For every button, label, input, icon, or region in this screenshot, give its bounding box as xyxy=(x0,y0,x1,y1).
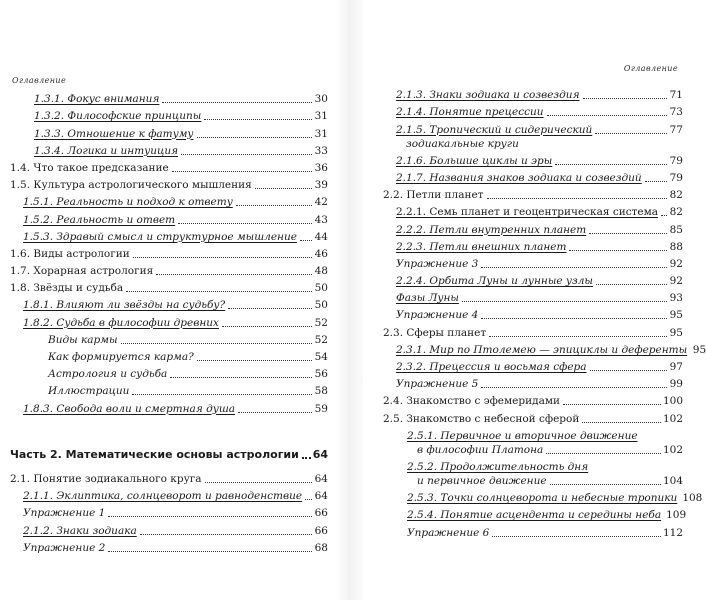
toc-entry xyxy=(383,392,683,409)
toc-entry xyxy=(383,220,683,237)
toc-page-number: 42 xyxy=(314,196,328,209)
toc-entry xyxy=(10,245,328,262)
toc-page-number: 39 xyxy=(314,179,328,192)
toc-page-number: 77 xyxy=(669,123,683,136)
toc-entry-title: 2.1.4. Понятие прецессии xyxy=(396,106,544,119)
toc-page-number: 92 xyxy=(669,257,683,270)
dot-leader xyxy=(462,300,667,302)
toc-entry xyxy=(383,152,683,169)
dot-leader xyxy=(222,325,312,327)
toc-page-number: 66 xyxy=(314,507,328,520)
toc-entry-title: Упражнение 3 xyxy=(396,257,479,270)
toc-entry xyxy=(383,306,683,323)
toc-entry-title: 1.7. Хорарная астрология xyxy=(10,265,154,278)
dot-leader xyxy=(596,283,667,285)
toc-page-number: 52 xyxy=(314,333,328,346)
toc-page-number: 31 xyxy=(314,110,328,123)
toc-entry-title: 2.3.1. Мир по Птолемею — эпициклы и деференты xyxy=(396,343,688,356)
toc-entry-title: 2.2.3. Петли внешних планет xyxy=(396,240,567,253)
toc-entry-title: 1.8.2. Судьба в философии древних xyxy=(23,316,219,329)
toc-entry xyxy=(10,193,328,210)
toc-page-number: 102 xyxy=(662,412,683,425)
toc-entry xyxy=(383,375,683,392)
dot-leader xyxy=(197,136,312,138)
dot-leader xyxy=(583,97,667,99)
toc-entry-title: 1.8. Звёзды и судьба xyxy=(10,282,124,295)
toc-entry xyxy=(383,506,687,523)
toc-entry-title: 1.8.3. Свобода воли и смертная душа xyxy=(23,402,236,415)
dot-leader xyxy=(645,180,667,182)
toc-page-number: 93 xyxy=(669,292,683,305)
dot-leader xyxy=(172,170,312,172)
toc-page-number: 64 xyxy=(312,447,328,461)
toc-entry-title: Как формируется карма? xyxy=(48,351,194,363)
toc-page-number: 50 xyxy=(314,282,328,295)
toc-page-number: 82 xyxy=(669,206,683,219)
toc-page-number: 95 xyxy=(669,326,683,339)
dot-leader xyxy=(205,481,312,483)
toc-entry xyxy=(10,107,328,124)
toc-page-number: 82 xyxy=(669,189,683,202)
toc-entry xyxy=(383,523,683,540)
toc-entry xyxy=(10,382,328,399)
toc-entry-title: 1.3.1. Фокус внимания xyxy=(34,93,160,106)
toc-entry xyxy=(383,120,683,137)
toc-page-number: 73 xyxy=(669,106,683,119)
toc-entry xyxy=(10,296,328,313)
toc-entry xyxy=(383,427,683,444)
toc-page-number: 104 xyxy=(662,474,683,487)
toc-entry-title: 1.3.4. Логика и интуиция xyxy=(34,144,179,157)
toc-entry xyxy=(10,313,328,330)
toc-entry-title: 2.1.2. Знаки зодиака xyxy=(23,524,137,537)
toc-entry-title: 1.5. Культура астрологического мышления xyxy=(10,179,252,192)
dot-leader xyxy=(661,214,667,216)
toc-entry xyxy=(383,489,703,506)
dot-leader xyxy=(555,163,667,165)
toc-entry xyxy=(10,521,328,538)
toc-entry-title: 2.2.4. Орбита Луны и лунные узлы xyxy=(396,275,593,288)
dot-leader xyxy=(238,411,312,413)
toc-page-number: 30 xyxy=(314,93,328,106)
toc-entry-title: Иллюстрации xyxy=(48,385,130,398)
toc-entry-title: Упражнение 4 xyxy=(396,309,479,322)
toc-entry xyxy=(10,399,328,416)
toc-entry-title: 1.5.1. Реальность и подход к ответу xyxy=(23,196,233,209)
toc-entry xyxy=(10,90,328,107)
toc-page-number: 85 xyxy=(669,223,683,236)
dot-leader xyxy=(563,403,661,405)
toc-page-number: 50 xyxy=(314,299,328,312)
toc-page-number: 64 xyxy=(314,490,328,503)
toc-entry-title: Упражнение 5 xyxy=(396,378,479,391)
dot-leader xyxy=(126,290,312,292)
toc-entry-title: 2.4. Знакомство с эфемеридами xyxy=(383,395,561,408)
toc-entry-title: 2.5.3. Точки солнцеворота и небесные тропики xyxy=(407,492,678,505)
dot-leader xyxy=(204,118,312,120)
dot-leader xyxy=(302,456,311,459)
toc-entry xyxy=(10,470,328,487)
toc-page-number: 48 xyxy=(314,265,328,278)
dot-leader xyxy=(236,204,312,206)
dot-leader xyxy=(305,498,312,500)
toc-entry xyxy=(383,289,683,306)
toc-page-number: 52 xyxy=(314,316,328,329)
dot-leader xyxy=(487,197,667,199)
dot-leader xyxy=(133,256,312,258)
toc-page-number: 44 xyxy=(314,230,328,243)
toc-entry xyxy=(10,142,328,159)
toc-entry xyxy=(10,176,328,193)
toc-entry xyxy=(10,124,328,141)
toc-entry-title: 2.1.5. Тропический и сидерический xyxy=(396,123,593,136)
toc-entry-title: Упражнение 1 xyxy=(23,507,106,520)
toc-entry-title: 1.3.2. Философские принципы xyxy=(34,110,202,123)
toc-entry xyxy=(383,272,683,289)
toc-page-number: 36 xyxy=(314,161,328,174)
toc-page-number: 66 xyxy=(314,524,328,537)
dot-leader xyxy=(140,533,312,535)
dot-leader xyxy=(255,187,312,189)
dot-leader xyxy=(162,101,312,103)
toc-entry-title: 2.2. Петли планет xyxy=(383,189,484,202)
toc-entry-title: 2.5. Знакомство с небесной сферой xyxy=(383,412,580,425)
toc-entry-title: в философии Платона xyxy=(417,443,544,456)
toc-entry xyxy=(383,323,683,340)
toc-entry xyxy=(10,159,328,176)
running-head: Оглавление xyxy=(623,64,678,73)
dot-leader xyxy=(181,153,312,155)
dot-leader xyxy=(197,359,312,361)
toc-page-number: 46 xyxy=(314,247,328,260)
dot-leader xyxy=(108,550,312,552)
dot-leader xyxy=(156,273,312,275)
toc-entry-title: Упражнение 2 xyxy=(23,541,106,554)
dot-leader xyxy=(569,249,667,251)
toc-entry-title: 2.3. Сферы планет xyxy=(383,326,487,339)
toc-entry xyxy=(10,262,328,279)
dot-leader xyxy=(300,239,312,241)
toc-entry xyxy=(383,186,683,203)
toc-page-number: 95 xyxy=(692,343,706,356)
toc-page-number: 54 xyxy=(314,351,328,363)
toc-page-number: 97 xyxy=(669,361,683,373)
part-heading-title: Часть 2. Математические основы астрологии xyxy=(10,447,299,461)
toc-entry xyxy=(10,539,328,556)
toc-page-number: 79 xyxy=(669,154,683,167)
dot-leader xyxy=(170,376,312,378)
toc-entry-title: 1.5.3. Здравый смысл и структурное мышление xyxy=(23,230,297,243)
toc-entry-title: 2.3.2. Прецессия и восьмая сфера xyxy=(396,361,587,373)
toc-page-number: 59 xyxy=(314,402,328,415)
toc-entry xyxy=(383,138,683,152)
toc-entry-title: 2.1.3. Знаки зодиака и созвездия xyxy=(396,89,580,102)
toc-entry xyxy=(10,210,328,227)
dot-leader xyxy=(595,132,667,134)
dot-leader xyxy=(481,266,667,268)
toc-entry xyxy=(10,228,328,245)
toc-page-number: 95 xyxy=(669,309,683,322)
toc-page-number: 109 xyxy=(666,509,687,522)
toc-entry xyxy=(383,238,683,255)
dot-leader xyxy=(228,307,312,309)
toc-page-number: 102 xyxy=(662,443,683,456)
toc-list xyxy=(10,90,328,556)
toc-entry xyxy=(10,487,328,504)
dot-leader xyxy=(547,114,667,116)
toc-page-number: 43 xyxy=(314,213,328,226)
toc-entry-title: 2.1.1. Эклиптика, солнцеворот и равноденствие xyxy=(23,490,303,503)
toc-entry xyxy=(383,458,683,475)
toc-entry-title: 2.5.4. Понятие асцендента и середины неба xyxy=(407,509,662,522)
dot-leader xyxy=(492,535,661,537)
dot-leader xyxy=(590,369,667,371)
toc-entry-title: Виды кармы xyxy=(48,333,118,346)
toc-entry-title: 1.4. Что такое предсказание xyxy=(10,161,169,174)
toc-entry-title: 1.5.2. Реальность и ответ xyxy=(23,213,176,226)
toc-entry-title: 2.5.1. Первичное и вторичное движение xyxy=(407,429,638,442)
toc-entry-title: 1.8.1. Влияют ли звёзды на судьбу? xyxy=(23,299,226,312)
toc-entry-title: Фазы Луны xyxy=(396,292,459,305)
toc-entry-title: зодиакальные круги xyxy=(406,137,519,150)
toc-entry-title: Астрология и судьба xyxy=(48,368,168,381)
left-page xyxy=(0,0,337,600)
toc-entry xyxy=(10,504,328,521)
toc-entry xyxy=(10,365,328,382)
toc-page-number: 56 xyxy=(314,368,328,381)
dot-leader xyxy=(481,317,667,319)
toc-page-number: 31 xyxy=(314,127,328,140)
toc-entry xyxy=(383,358,683,375)
toc-entry-title: 2.1. Понятие зодиакального круга xyxy=(10,472,202,485)
dot-leader xyxy=(550,483,661,485)
part-heading xyxy=(10,445,328,462)
toc-entry-title: 2.5.2. Продолжительность дня xyxy=(407,460,589,473)
toc-list xyxy=(383,86,706,541)
toc-entry xyxy=(383,409,683,426)
toc-entry xyxy=(10,348,328,365)
dot-leader xyxy=(481,386,667,388)
dot-leader xyxy=(589,232,667,234)
toc-entry-title: 2.2.1. Семь планет и геоцентрическая система xyxy=(396,206,659,219)
dot-leader xyxy=(489,335,667,337)
toc-page-number: 58 xyxy=(314,385,328,398)
right-page xyxy=(363,0,706,600)
toc-entry xyxy=(10,331,328,348)
toc-entry xyxy=(383,103,683,120)
toc-entry-title: и первичное движение xyxy=(417,474,547,487)
toc-page-number: 108 xyxy=(682,492,703,505)
toc-page-number: 112 xyxy=(662,526,683,539)
toc-page-number: 79 xyxy=(669,171,683,184)
toc-page-number: 99 xyxy=(669,378,683,391)
toc-entry xyxy=(383,444,683,458)
toc-page-number: 68 xyxy=(314,541,328,554)
dot-leader xyxy=(546,452,661,454)
running-head: Оглавление xyxy=(12,76,67,85)
toc-entry xyxy=(383,169,683,186)
toc-entry xyxy=(383,341,706,358)
dot-leader xyxy=(178,222,312,224)
dot-leader xyxy=(108,515,312,517)
toc-page-number: 88 xyxy=(669,240,683,253)
toc-entry xyxy=(383,86,683,103)
toc-entry-title: 2.2.2. Петли внутренних планет xyxy=(396,223,587,236)
toc-page-number: 71 xyxy=(669,89,683,102)
toc-entry-title: 2.1.7. Названия знаков зодиака и созвездий xyxy=(396,171,642,184)
book-gutter xyxy=(337,0,363,600)
dot-leader xyxy=(121,342,312,344)
toc-entry xyxy=(383,203,683,220)
toc-page-number: 33 xyxy=(314,144,328,157)
toc-entry xyxy=(383,255,683,272)
toc-entry-title: 1.3.3. Отношение к фатуму xyxy=(34,127,194,140)
toc-page-number: 64 xyxy=(314,472,328,485)
dot-leader xyxy=(582,421,661,423)
toc-page-number: 100 xyxy=(662,395,683,408)
toc-page-number: 92 xyxy=(669,275,683,288)
toc-entry-title: 1.6. Виды астрологии xyxy=(10,247,130,260)
dot-leader xyxy=(132,393,312,395)
toc-entry xyxy=(383,475,683,489)
toc-entry-title: 2.1.6. Большие циклы и эры xyxy=(396,154,553,167)
toc-entry xyxy=(10,279,328,296)
toc-entry-title: Упражнение 6 xyxy=(407,526,490,539)
